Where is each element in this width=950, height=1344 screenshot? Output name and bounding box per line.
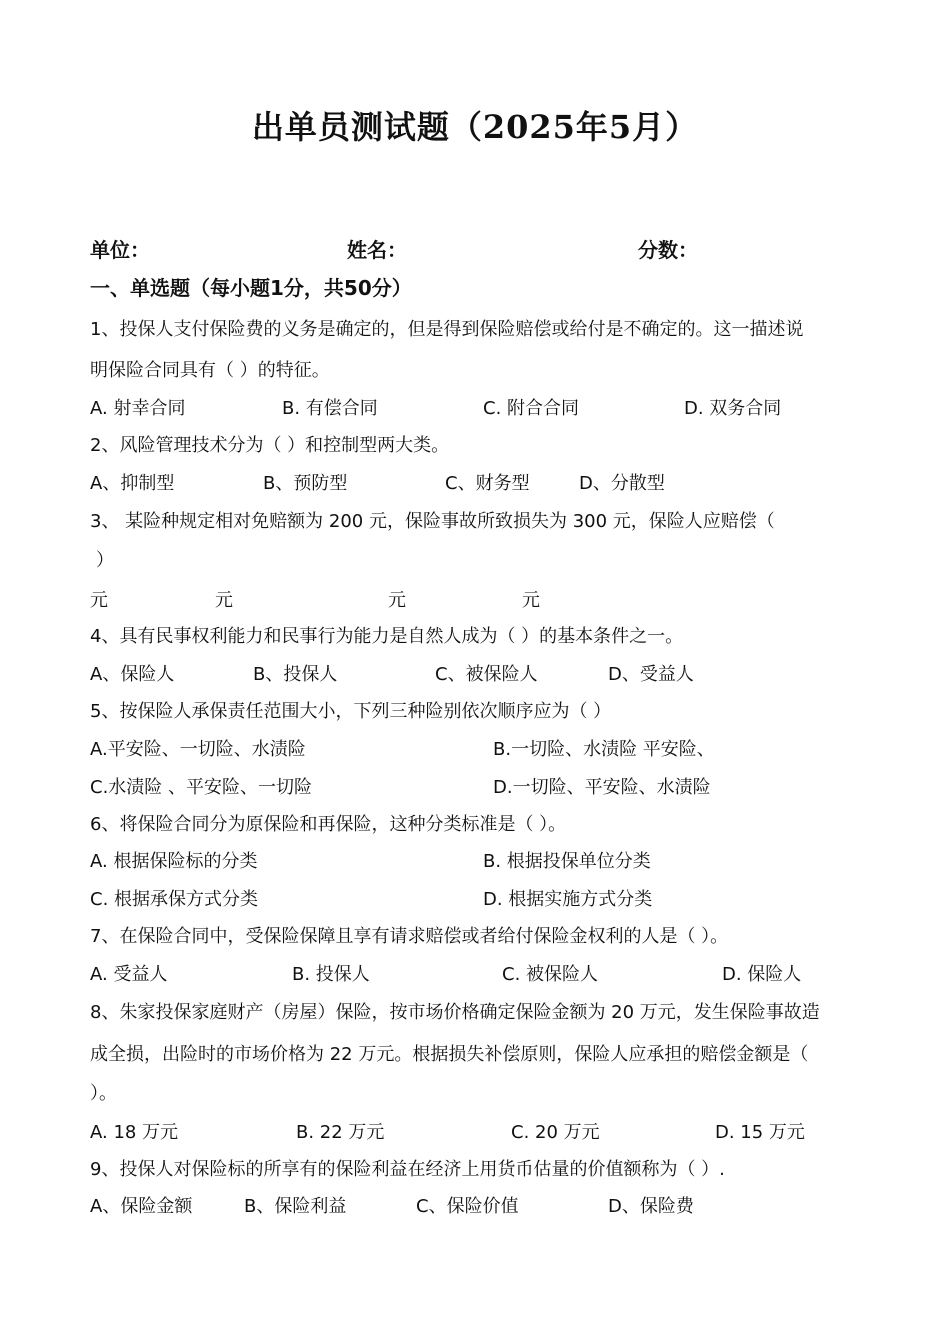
unit-label: 单位： — [90, 238, 150, 262]
question-9-option-a: A、保险金额 — [90, 1196, 193, 1217]
question-3-option-a: 元 — [90, 590, 108, 611]
section-heading: 一、单选题（每小题1分，共50分） — [90, 276, 412, 300]
question-1-option-b: B. 有偿合同 — [282, 398, 378, 419]
question-4-option-b: B、投保人 — [253, 664, 338, 685]
question-2-option-c: C、财务型 — [445, 473, 530, 494]
question-3-option-d: 元 — [522, 590, 540, 611]
question-9-line-1: 9、投保人对保险标的所享有的保险利益在经济上用货币估量的价值额称为（ ）. — [90, 1159, 725, 1180]
question-5-option-b: B.一切险、水渍险 平安险、 — [493, 739, 715, 760]
question-4-option-d: D、受益人 — [608, 664, 694, 685]
question-6-line-1: 6、将保险合同分为原保险和再保险，这种分类标准是（ ）。 — [90, 814, 567, 835]
question-4-line-1: 4、具有民事权利能力和民事行为能力是自然人成为（ ）的基本条件之一。 — [90, 626, 684, 647]
question-8-option-a: A. 18 万元 — [90, 1122, 179, 1143]
question-6-option-c: C. 根据承保方式分类 — [90, 889, 259, 910]
question-7-option-b: B. 投保人 — [292, 964, 370, 985]
question-1-line-1: 1、投保人支付保险费的义务是确定的，但是得到保险赔偿或给付是不确定的。这一描述说 — [90, 319, 804, 340]
question-3-option-b: 元 — [215, 590, 233, 611]
question-9-option-b: B、保险利益 — [244, 1196, 347, 1217]
question-5-line-1: 5、按保险人承保责任范围大小，下列三种险别依次顺序应为（ ） — [90, 701, 612, 722]
question-2-line-1: 2、风险管理技术分为（ ）和控制型两大类。 — [90, 435, 450, 456]
question-5-option-c: C.水渍险 、平安险、一切险 — [90, 777, 313, 798]
question-6-option-a: A. 根据保险标的分类 — [90, 851, 258, 872]
question-4-option-a: A、保险人 — [90, 664, 175, 685]
question-8-option-b: B. 22 万元 — [296, 1122, 385, 1143]
question-2-option-d: D、分散型 — [579, 473, 665, 494]
question-9-option-c: C、保险价值 — [416, 1196, 519, 1217]
question-5-option-a: A.平安险、一切险、水渍险 — [90, 739, 306, 760]
name-label: 姓名： — [347, 238, 407, 262]
question-7-option-a: A. 受益人 — [90, 964, 168, 985]
score-label: 分数： — [638, 238, 698, 262]
page-title: 出单员测试题（2025年5月） — [251, 108, 699, 146]
question-5-option-d: D.一切险、平安险、水渍险 — [493, 777, 711, 798]
question-1-line-2: 明保险合同具有（ ）的特征。 — [90, 360, 330, 381]
question-8-line-3: ）。 — [90, 1083, 117, 1104]
question-6-option-b: B. 根据投保单位分类 — [483, 851, 651, 872]
question-3-option-c: 元 — [388, 590, 406, 611]
question-7-line-1: 7、在保险合同中，受保险保障且享有请求赔偿或者给付保险金权利的人是（ ）。 — [90, 926, 729, 947]
question-6-option-d: D. 根据实施方式分类 — [483, 889, 653, 910]
question-1-option-d: D. 双务合同 — [684, 398, 782, 419]
question-8-line-2: 成全损，出险时的市场价格为 22 万元。根据损失补偿原则，保险人应承担的赔偿金额是（ — [90, 1044, 809, 1065]
question-1-option-a: A. 射幸合同 — [90, 398, 186, 419]
question-8-option-c: C. 20 万元 — [511, 1122, 600, 1143]
question-3-line-1: 3、 某险种规定相对免赔额为 200 元，保险事故所致损失为 300 元，保险人应赔偿（ — [90, 511, 775, 532]
question-2-option-b: B、预防型 — [263, 473, 348, 494]
question-8-line-1: 8、朱家投保家庭财产（房屋）保险，按市场价格确定保险金额为 20 万元，发生保险事故造 — [90, 1002, 820, 1023]
question-1-option-c: C. 附合合同 — [483, 398, 580, 419]
question-9-option-d: D、保险费 — [608, 1196, 694, 1217]
question-3-line-2: ） — [96, 550, 114, 571]
question-8-option-d: D. 15 万元 — [715, 1122, 805, 1143]
question-4-option-c: C、被保险人 — [435, 664, 538, 685]
question-2-option-a: A、抑制型 — [90, 473, 175, 494]
question-7-option-c: C. 被保险人 — [502, 964, 599, 985]
question-7-option-d: D. 保险人 — [722, 964, 802, 985]
